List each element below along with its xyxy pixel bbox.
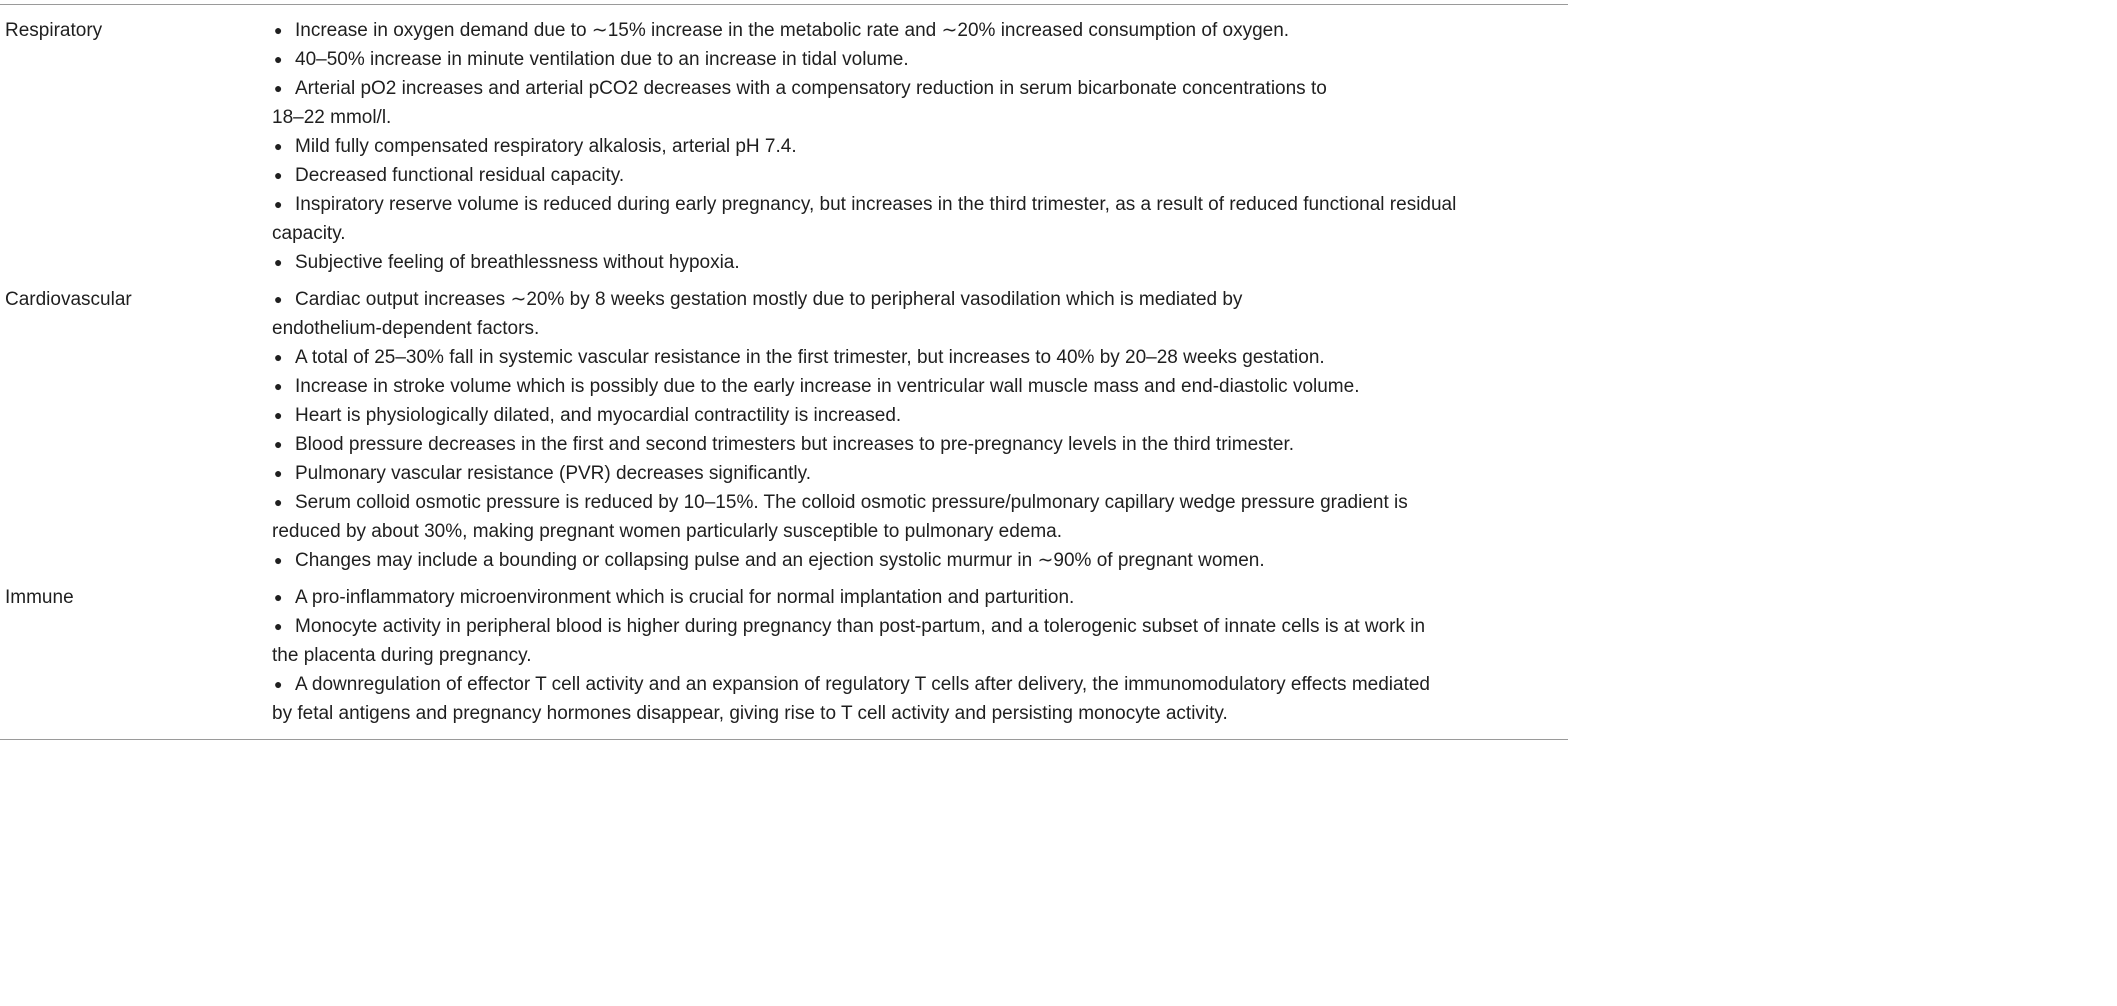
bullet-text: 40–50% increase in minute ventilation due to an increase in tidal volume.: [295, 49, 909, 70]
bullet-text: Blood pressure decreases in the first and second trimesters but increases to pre-pregnancy levels in the third trimester.: [295, 434, 1295, 455]
bullet-dot-icon: ●: [274, 618, 283, 634]
bullet-item: [272, 190, 1566, 248]
bullet-item: [272, 74, 1566, 132]
bullet-dot-icon: ●: [274, 676, 283, 692]
bullet-text: Inspiratory reserve volume is reduced during early pregnancy, but increases in the third trimester, as a result of reduced functional residual capacity.: [272, 194, 1457, 244]
bullet-item: [272, 459, 1566, 488]
bullet-list-respiratory: [272, 16, 1566, 277]
bullet-text: Cardiac output increases ∼20% by 8 weeks gestation mostly due to peripheral vasodilation which is mediated by endothelium-dependent factors.: [272, 289, 1243, 339]
bullet-item: [272, 16, 1566, 45]
bullet-dot-icon: ●: [274, 51, 283, 67]
bullet-text: Increase in oxygen demand due to ∼15% increase in the metabolic rate and ∼20% increased consumption of oxygen.: [295, 20, 1290, 41]
category-label-immune: Immune: [5, 587, 74, 608]
bullet-dot-icon: ●: [274, 167, 283, 183]
bullet-text: Heart is physiologically dilated, and myocardial contractility is increased.: [295, 405, 902, 426]
bullet-dot-icon: ●: [274, 465, 283, 481]
bullet-text: A total of 25–30% fall in systemic vascular resistance in the first trimester, but increases to 40% by 20–28 weeks gestation.: [295, 347, 1325, 368]
bullet-list-immune: [272, 583, 1566, 728]
bullet-dot-icon: ●: [274, 552, 283, 568]
bullet-dot-icon: ●: [274, 80, 283, 96]
bullet-text: Subjective feeling of breathlessness without hypoxia.: [295, 252, 740, 273]
bullet-item: [272, 248, 1566, 277]
bullet-text: A downregulation of effector T cell activity and an expansion of regulatory T cells after delivery, the immunomodulatory effects mediated by fetal antigens and pregnancy hormones disappear, giving rise to T cell activity and persisting monocyte activity.: [272, 674, 1430, 724]
bullet-dot-icon: ●: [274, 138, 283, 154]
bullet-text: Serum colloid osmotic pressure is reduced by 10–15%. The colloid osmotic pressure/pulmonary capillary wedge pressure gradient is reduced by about 30%, making pregnant women particularly susceptible to pulmonary edema.: [272, 492, 1408, 542]
bullet-item: [272, 285, 1566, 343]
bullet-dot-icon: ●: [274, 22, 283, 38]
bullet-dot-icon: ●: [274, 254, 283, 270]
bullet-text: Arterial pO2 increases and arterial pCO2 decreases with a compensatory reduction in serum bicarbonate concentrations to 18–22 mmol/l.: [272, 78, 1327, 128]
bullet-dot-icon: ●: [274, 494, 283, 510]
bullet-item: [272, 161, 1566, 190]
bullet-text: Decreased functional residual capacity.: [295, 165, 625, 186]
table-top-rule: [0, 4, 1568, 5]
bullet-dot-icon: ●: [274, 407, 283, 423]
bullet-text: Pulmonary vascular resistance (PVR) decreases significantly.: [295, 463, 812, 484]
bullet-item: [272, 612, 1566, 670]
bullet-dot-icon: ●: [274, 436, 283, 452]
category-label-respiratory: Respiratory: [5, 20, 103, 41]
bullet-item: [272, 430, 1566, 459]
bullet-item: [272, 45, 1566, 74]
bullet-item: [272, 546, 1566, 575]
bullet-text: Monocyte activity in peripheral blood is higher during pregnancy than post-partum, and a tolerogenic subset of innate cells is at work in the placenta during pregnancy.: [272, 616, 1426, 666]
bullet-text: A pro-inflammatory microenvironment which is crucial for normal implantation and parturition.: [295, 587, 1075, 608]
bullet-item: [272, 132, 1566, 161]
bullet-dot-icon: ●: [274, 196, 283, 212]
bullet-dot-icon: ●: [274, 291, 283, 307]
bullet-item: [272, 488, 1566, 546]
table-bottom-rule: [0, 739, 1568, 740]
bullet-text: Mild fully compensated respiratory alkalosis, arterial pH 7.4.: [295, 136, 797, 157]
bullet-text: Changes may include a bounding or collapsing pulse and an ejection systolic murmur in ∼90% of pregnant women.: [295, 550, 1265, 571]
bullet-dot-icon: ●: [274, 378, 283, 394]
bullet-item: [272, 583, 1566, 612]
bullet-item: [272, 372, 1566, 401]
bullet-item: [272, 670, 1566, 728]
category-label-cardiovascular: Cardiovascular: [5, 289, 132, 310]
bullet-item: [272, 343, 1566, 372]
bullet-dot-icon: ●: [274, 589, 283, 605]
bullet-dot-icon: ●: [274, 349, 283, 365]
bullet-text: Increase in stroke volume which is possibly due to the early increase in ventricular wall muscle mass and end-diastolic volume.: [295, 376, 1360, 397]
bullet-list-cardiovascular: [272, 285, 1566, 575]
bullet-item: [272, 401, 1566, 430]
